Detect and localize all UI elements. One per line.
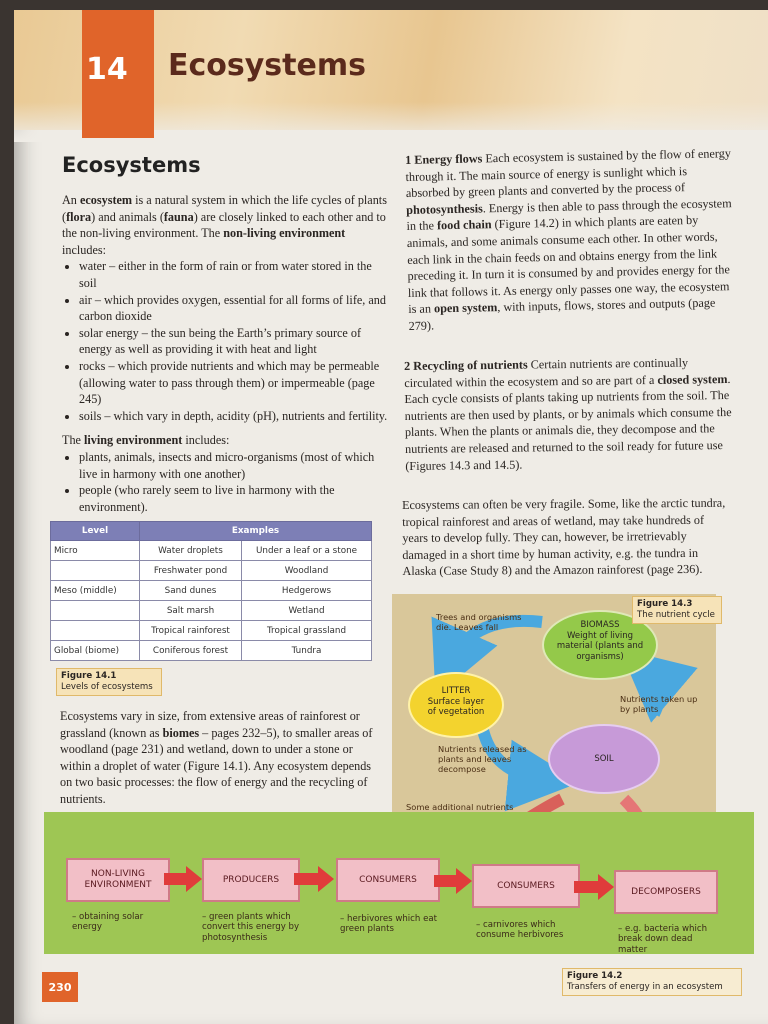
litter-node: LITTER Surface layer of vegetation — [408, 672, 504, 738]
figure-14-2-caption: Figure 14.2 Transfers of energy in an ecosystem — [562, 968, 742, 996]
biomass-node: BIOMASS Weight of living material (plants and organisms) — [542, 610, 658, 680]
note-non-living: – obtaining solar energy — [72, 912, 144, 933]
flow-arrow-icon — [164, 864, 204, 894]
list-item: • air – which provides oxygen, essential for all forms of life, and carbon dioxide — [79, 292, 388, 325]
chapter-title: Ecosystems — [168, 48, 366, 83]
list-item: • people (who rarely seem to live in harmony with the environment). — [79, 482, 388, 515]
living-intro: The living environment includes: — [62, 433, 230, 448]
box-non-living-environment: NON-LIVING ENVIRONMENT — [66, 858, 170, 902]
label-nutrients-released: Nutrients released as plants and leaves decompose — [438, 744, 527, 774]
recycling-paragraph: 2 Recycling of nutrients Certain nutrients are continually circulated within the ecosystem and so are part of a closed system. Each cycle consists of plants taking up nutrients from the soil. The nutrients are then used by plants, or by animals which consume the plants. When the plants or animals die, they decompose and the nutrients are released and returned to the soil ready for future use (Figures 14.3 and 14.5). — [404, 355, 732, 473]
label-weathering: Some additional nutrients — [406, 802, 514, 812]
flow-arrow-icon — [294, 864, 336, 894]
list-item: • soils – which vary in depth, acidity (pH), nutrients and fertility. — [79, 408, 388, 425]
intro-text — [62, 192, 388, 515]
flow-arrow-icon — [574, 872, 616, 902]
note-carnivores: – carnivores which consume herbivores — [476, 920, 564, 941]
box-consumers-2: CONSUMERS — [472, 864, 580, 908]
box-decomposers: DECOMPOSERS — [614, 870, 718, 914]
figure-14-1-caption: Figure 14.1 Levels of ecosystems — [56, 668, 162, 696]
nonliving-list — [62, 258, 388, 424]
list-item: • solar energy – the sun being the Earth’s primary source of energy as well as providing it with heat and light — [79, 325, 388, 358]
table-row: Global (biome) Coniferous forest Tundra — [51, 641, 372, 661]
table-row: Meso (middle) Sand dunes Hedgerows — [51, 581, 372, 601]
size-paragraph: Ecosystems vary in size, from extensive areas of rainforest or grassland (known as biomes – pages 232–5), to smaller areas of woodland (page 231) and wetland, down to under a stone or within a droplet of water (Figure 14.1). Any ecosystem depends on two basic processes: the flow of energy and the recycling of nutrients. — [60, 709, 373, 806]
page-number: 230 — [42, 972, 78, 1002]
nutrient-cycle-diagram — [392, 594, 716, 844]
box-consumers-1: CONSUMERS — [336, 858, 440, 902]
note-herbivores: – herbivores which eat green plants — [340, 914, 438, 935]
soil-node: SOIL — [548, 724, 660, 794]
table-row: Tropical rainforest Tropical grassland — [51, 621, 372, 641]
label-leaves-fall: Trees and organisms die. Leaves fall — [436, 612, 522, 632]
note-decomposers: – e.g. bacteria which break down dead matter — [618, 924, 708, 955]
label-nutrients-taken-up: Nutrients taken up by plants — [620, 694, 698, 714]
figure-14-3-caption: Figure 14.3 The nutrient cycle — [632, 596, 722, 624]
list-item: • plants, animals, insects and micro-organisms (most of which live in harmony with one another) — [79, 449, 388, 482]
list-item: • rocks – which provide nutrients and which may be permeable (allowing water to pass through them) or impermeable (page 245) — [79, 358, 388, 408]
flow-arrow-icon — [434, 866, 474, 896]
table-row: Micro Water droplets Under a leaf or a stone — [51, 541, 372, 561]
box-producers: PRODUCERS — [202, 858, 300, 902]
living-list — [62, 449, 388, 515]
table-row: Salt marsh Wetland — [51, 601, 372, 621]
table-header: Level Examples — [51, 522, 372, 541]
section-heading: Ecosystems — [62, 153, 201, 177]
levels-table — [50, 521, 372, 661]
intro-paragraph: An ecosystem is a natural system in which the life cycles of plants (flora) and animals (fauna) are closely linked to each other and to the non-living environment. The non-living environment includes: — [62, 193, 387, 257]
note-producers: – green plants which convert this energy by photosynthesis — [202, 912, 300, 943]
energy-flows-paragraph: 1 Energy flows Each ecosystem is sustained by the flow of energy through it. The main source of energy is sunlight which is absorbed by green plants and converted by the process of photosynthesis. Energy is then able to pass through the ecosystem in the food chain (Figure 14.2) in which plants are eaten by animals, and some animals consume each other. In other words, each link in the chain feeds on and obtains energy from the link preceding it. In turn it is consumed by and provides energy for the link that follows it. As energy only passes one way, the ecosystem is an open system, with inputs, flows, stores and outputs (page 279). — [405, 146, 732, 333]
list-item: • water – either in the form of rain or from water stored in the soil — [79, 258, 388, 291]
chapter-number: 14 — [86, 52, 128, 87]
table-row: Freshwater pond Woodland — [51, 561, 372, 581]
fragile-paragraph: Ecosystems can often be very fragile. Some, like the arctic tundra, tropical rainforest and areas of wetland, may take hundreds of years to develop fully. They can, however, be irretrievably damaged in a short time by human activity, e.g. the tundra in Alaska (Case Study 8) and the Amazon rainforest (page 236). — [402, 495, 726, 579]
